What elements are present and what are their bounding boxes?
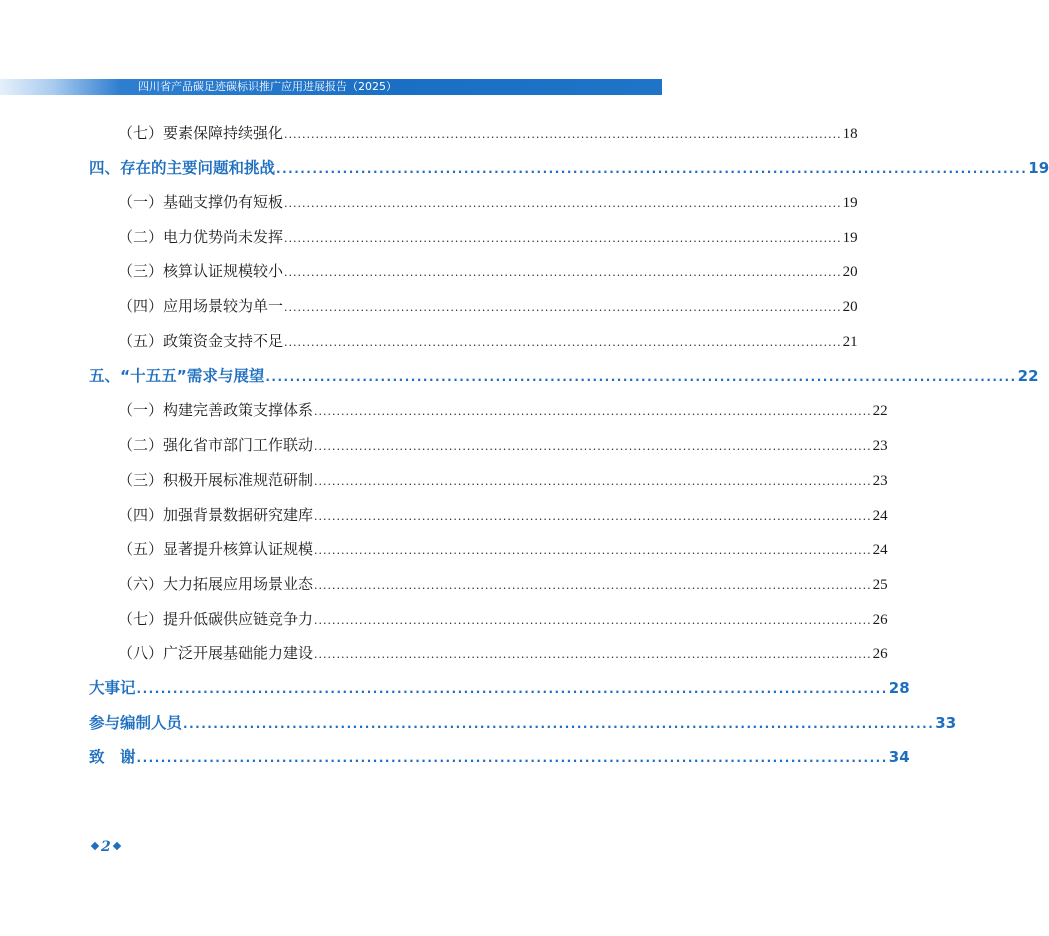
toc-entry[interactable] [118, 329, 858, 353]
toc-leader-dots: ............................................................................................................................ [314, 614, 872, 627]
toc-entry-page: 26 [872, 646, 888, 662]
toc-entry-label: （五）政策资金支持不足 [118, 332, 284, 350]
toc-entry-label: （七）要素保障持续强化 [118, 124, 284, 142]
toc-entry-label: （四）加强背景数据研究建库 [118, 506, 314, 524]
toc-leader-dots: ............................................................................................................................ [136, 682, 888, 696]
toc-leader-dots: ............................................................................................................................ [284, 301, 842, 314]
toc-leader-dots: ............................................................................................................................ [314, 405, 872, 418]
toc-entry[interactable] [118, 537, 888, 561]
toc-entry-label: （八）广泛开展基础能力建设 [118, 644, 314, 662]
toc-leader-dots: ............................................................................................................................ [136, 751, 888, 765]
toc-entry[interactable] [118, 607, 888, 631]
toc-entry-page: 24 [872, 508, 888, 524]
diamond-icon [91, 842, 99, 850]
toc-leader-dots: ............................................................................................................................ [276, 162, 1028, 176]
toc-entry[interactable] [118, 190, 858, 214]
toc-entry-page: 21 [842, 334, 858, 350]
page-number-footer [89, 837, 123, 857]
toc-chapter-page: 28 [888, 679, 910, 697]
toc-entry-page: 19 [842, 195, 858, 211]
toc-entry-page: 22 [872, 403, 888, 419]
running-header-title: 四川省产品碳足迹碳标识推广应用进展报告（2025） [138, 80, 397, 93]
page-number: 2 [101, 839, 111, 855]
toc-chapter-label: 五、“十五五”需求与展望 [89, 367, 265, 385]
toc-entry-label: （三）积极开展标准规范研制 [118, 471, 314, 489]
toc-entry-label: （二）电力优势尚未发挥 [118, 228, 284, 246]
toc-chapter-label: 四、存在的主要问题和挑战 [89, 159, 276, 177]
toc-entry-label: （二）强化省市部门工作联动 [118, 436, 314, 454]
toc-leader-dots: ............................................................................................................................ [314, 475, 872, 488]
toc-chapter-entry[interactable] [89, 676, 910, 700]
toc-entry-page: 19 [842, 230, 858, 246]
toc-entry[interactable] [118, 225, 858, 249]
toc-entry-page: 18 [842, 126, 858, 142]
toc-leader-dots: ............................................................................................................................ [314, 510, 872, 523]
toc-leader-dots: ............................................................................................................................ [314, 440, 872, 453]
toc-chapter-label: 参与编制人员 [89, 714, 183, 732]
toc-entry-label: （六）大力拓展应用场景业态 [118, 575, 314, 593]
toc-entry[interactable] [118, 641, 888, 665]
toc-entry[interactable] [118, 468, 888, 492]
toc-entry[interactable] [118, 503, 888, 527]
toc-entry-label: （四）应用场景较为单一 [118, 297, 284, 315]
toc-leader-dots: ............................................................................................................................ [284, 336, 842, 349]
toc-leader-dots: ............................................................................................................................ [284, 266, 842, 279]
toc-entry-page: 20 [842, 264, 858, 280]
toc-leader-dots: ............................................................................................................................ [314, 579, 872, 592]
toc-chapter-entry[interactable] [89, 364, 1039, 388]
toc-leader-dots: ............................................................................................................................ [314, 544, 872, 557]
header-band [0, 79, 662, 95]
toc-leader-dots: ............................................................................................................................ [183, 717, 935, 731]
toc-leader-dots: ............................................................................................................................ [314, 648, 872, 661]
toc-chapter-entry[interactable] [89, 156, 1049, 180]
toc-chapter-page: 33 [935, 714, 957, 732]
toc-chapter-label: 致 谢 [89, 748, 136, 766]
toc-leader-dots: ............................................................................................................................ [284, 232, 842, 245]
toc-chapter-entry[interactable] [89, 711, 957, 735]
toc-entry[interactable] [118, 433, 888, 457]
toc-entry-page: 25 [872, 577, 888, 593]
toc-entry[interactable] [118, 294, 858, 318]
toc-entry-page: 24 [872, 542, 888, 558]
toc-chapter-label: 大事记 [89, 679, 136, 697]
toc-leader-dots: ............................................................................................................................ [284, 128, 842, 141]
toc-entry-label: （一）构建完善政策支撑体系 [118, 401, 314, 419]
toc-leader-dots: ............................................................................................................................ [265, 370, 1017, 384]
toc-entry-label: （三）核算认证规模较小 [118, 262, 284, 280]
toc-entry[interactable] [118, 121, 858, 145]
toc-leader-dots: ............................................................................................................................ [284, 197, 842, 210]
toc-entry-page: 23 [872, 473, 888, 489]
toc-chapter-entry[interactable] [89, 745, 910, 769]
toc-entry-label: （一）基础支撑仍有短板 [118, 193, 284, 211]
toc-entry-page: 26 [872, 612, 888, 628]
toc-entry[interactable] [118, 259, 858, 283]
toc-entry-label: （五）显著提升核算认证规模 [118, 540, 314, 558]
toc-entry[interactable] [118, 572, 888, 596]
toc-entry-page: 20 [842, 299, 858, 315]
toc-chapter-page: 19 [1028, 159, 1049, 177]
toc-entry-page: 23 [872, 438, 888, 454]
toc-entry-label: （七）提升低碳供应链竞争力 [118, 610, 314, 628]
toc-entry[interactable] [118, 398, 888, 422]
diamond-icon [113, 842, 121, 850]
toc-chapter-page: 22 [1017, 367, 1039, 385]
toc-chapter-page: 34 [888, 748, 910, 766]
